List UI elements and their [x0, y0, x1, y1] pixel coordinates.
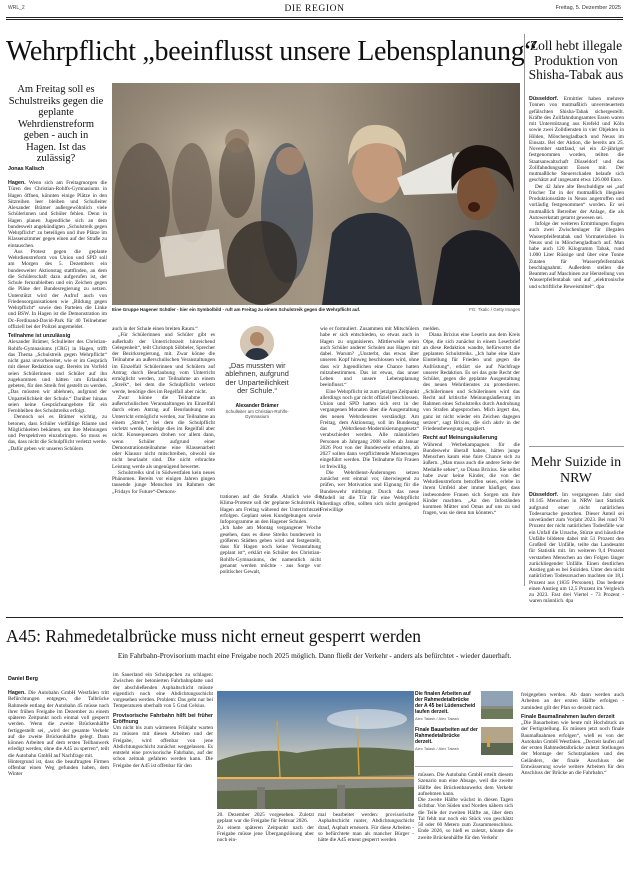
sidebar-headline-2: Mehr Suizide in NRW [530, 455, 622, 486]
paragraph: freigegeben werden. Ab dann werden auch Arbeiten an der ersten Hälfte erfolgen - zumindest gilt der Plan so derzeit noch. [521, 692, 624, 711]
quote-text: „Das mussten wir ablehnen, aufgrund der Unparteilichkeit der Schule.“ [225, 361, 289, 396]
sidebar-article-2 [529, 492, 624, 604]
subheading: Provisorische Fahrbahn hilft bei früher Eröffnung [113, 712, 213, 725]
section-title: DIE REGION [284, 4, 345, 14]
portrait-icon [240, 326, 274, 360]
paragraph: Aus Protest gegen die geplante Wehrdienstreform von Union und SPD soll am Morgen des 5. Dezembers ein bundesweiter Aktionstag stattfinden, an dem die Schülerschaft dazu aufgerufen ist, der Schule fernzubleiben und ein Zeichen gegen die Pläne der Bundesregierung zu setzen. Unterstützt wird der Aufruf auch von Friedensorganisationen wie „Bildung gegen Wehrpflicht“ sowie den Parteien die Linke und BSW. In Hagen ist die Demonstration im Dr.-Ferdinand-David-Park für 40 Teilnehmer offiziell bei der Polizei angemeldet. [8, 248, 107, 330]
related-item-2[interactable] [415, 727, 513, 755]
related-credit: Alex Talash / Alex Talash [415, 746, 459, 751]
paragraph: wie er formuliert. Zusammen mit Mitschülern habe er sich entschieden, so etwas auch in Hagen zu organisieren. Mittlerweile seien auch Schüler anderer Schulen aus Hagen mit dabei. Warum? „Unsterbt, das etwas über unseren Kopf hinweg beschlossen wird, ohne dass wir Jugendlichen eine Chance hatten mitzubestimmen. Das ist etwas, das unser Leben und unsere Lebensplanung beeinflusst.“ [320, 326, 419, 389]
protest-photo [112, 83, 520, 305]
paragraph: Düsseldorf. Ermittler haben mehrere Tonnen von mutmaßlich unversteuertem gefälschten Shisha-Tabak sichergestellt. Kräfte des Zollfahndungsamtes Essen waren mit Unterstützung aus Krefeld und Köln sowie zwei Zolldiensten in vier Objekten in Hilden, Mönchengladbach und Neuss im Einsatz. Bei der Aktion, die bereits am 25. November stattfand, sei ein 42-jähriger festgenommen worden, teilten die Staatsanwaltschaft Düsseldorf und das Zollfahndungsamt Essen mit. Der mutmaßliche Steuerschaden belaufe sich geschätzt auf insgesamt etwa 126.000 Euro. [529, 96, 624, 184]
bridge-photo [217, 691, 414, 809]
pull-quote [224, 362, 290, 420]
paragraph: Infolge der weiteren Ermittlungen flogen auch zwei Zwischenlager für illegalen Wasserpfeifentabak und Vormaterialien in Neuss und in Mönchengladbach auf. Man habe auch 120 Kilogramm Tabak, rund 1.000 Liter Rüssige und über eine Tonne Zutaten für Wasserpfeifentabak beschlagnahmt. Außerdem stellen die Beamten auf Maschinen zur Herstellung von Wasserpfeifentabak und auf „elektronische und schriftliche Beweismittel“. dpa [529, 221, 624, 290]
issue-date: Freitag, 5. Dezember 2025 [555, 5, 621, 11]
related-title[interactable]: Finale Bauarbeiten auf der Rahmedetalbrücke derzeit. [415, 727, 478, 745]
paragraph: melden. [423, 326, 440, 332]
related-articles [415, 691, 513, 767]
paragraph: Dennoch sei es Brämer wichtig, zu betonen, dass Schüler vielfältige Räume und Möglichkeiten bekämen, um ihre Meinungen und Perspektiven einzubringen. So muss es das, dass nicht die Schulpflicht verletzt werde. „Dafür geben wir unseren Schülern [8, 414, 107, 452]
bottom-author: Daniel Berg [8, 676, 38, 682]
subheading: Teilnahme ist unzulässig [8, 333, 71, 339]
paragraph: „Für Schülerinnen und Schüler gibt es außerhalb der Unterrichtszeit hinreichend Gelegenheit“, teilt Christoph Söbbeler, Sprecher der Bezirksregierung, mit. Zwar könne die Teilnahme an außerschulischen Veranstaltungen im Einzelfall Schülerinnen und Schülern auf Antrag durch Beurlaubung vom Unterricht ermöglicht werden, zur Teilnahme an einem „Streik“, bei dem die Schulpflicht verletzt werde, benötige dies im Regelfall aber nicht. [112, 332, 215, 395]
article-column-3 [220, 494, 321, 606]
paragraph: Diana Brixius eine Leserin aus dem Kreis Olpe, die sich zunächst in einem Leserbrief an diese Redaktion wandte, befürwortet die geplanten Schulstreiks. „Ich habe eine klare Einstellung für Frieden und gegen die Aufrüstung“, erklärt sie auf Nachfrage unserer Redaktion. Es sei das gute Recht der Schüler, gegen die geplante Ausgestaltung des neuen Wehrdienstes zu protestieren. „Schülerinnen und Schülerinnen wird das Recht auf kritische Meinungsäußerung im Rahmen eines Schulstreiks durch Androhung von Strafen abgesprochen. Mich ärgert das, ganz ist nicht wieder ein Zeichen dagegen setzen“, sagt Brixius, die sich aktiv in der Friedensbewegung engagiert. [423, 332, 520, 432]
thumbnail-icon [481, 727, 513, 755]
quote-role: Schulleiter am Christian-Rohlfs-Gymnasium [225, 408, 289, 420]
subheading: Finale Baumaßnahmen laufen derzeit [521, 713, 615, 720]
related-credit: Alex Talash / Alex Talash [415, 716, 459, 721]
sidebar-headline-1: Zoll hebt illegale Produktion von Shisha-Tabak aus [528, 38, 624, 82]
paragraph: 20. Dezember 2025 vorgesehen. Zuletzt geplant war die Freigabe für Februar 2026. Zu einem späteren Zeitpunkt nach der Freigabe müsse jene Übergangslösung aber noch ein- [217, 812, 314, 843]
caption-text: Eine Gruppe Hagener Schüler - hier ein Symbolbild - ruft am Freitag zu einem Schulstreik gegen die Wehrpflicht auf. [112, 307, 361, 312]
paragraph: Die Wehrdienst-Änderungen setzen zunächst erst einmal vor, überwiegend zu prüfen, wer Motivation und Eignung für die Bundeswehr mitbringt. Durch das neue Modell ist die Tür für eine Wehrpflicht allerdings offen, sollten sich nicht genügend Freiwillige [320, 469, 419, 514]
photo-credit: FG: Tkalic / Getty Images [469, 307, 520, 312]
paragraph: im Sauerland ein Schnippchen zu schlagen: Zwischen der betonierten Fahrbahnplatte und der abschließenden Asphaltschicht müsste eigentlich noch eine Abdichtungsschicht vorgesehen werden. Problem: Das geht nur bei Temperaturen oberhalb von 5 Grad Celsius. [113, 672, 213, 710]
paragraph: Um nicht bis zum wärmeren Frühjahr warten zu müssen mit diesen Arbeiten und der Freigabe, wird offenbar von jene Abdichtungsschicht zunächst weggelassen. Es entsteht eine provisorische Fahrbahn, auf der schon zeitnah gefahren werden kann. Die Freigabe der A45 ist offenbar für den [113, 725, 213, 769]
paragraph: auch in der Schule einen breiten Raum.“ [112, 326, 198, 332]
paragraph: Alexander Brämer, Schulleiter des Christian-Rohlfs-Gymnasiums (CRG) in Hagen, trifft das Thema „Schulstreik gegen Wehrpflicht“ nicht ganz unvorbereitet, wie er im Gespräch mit dieser Redaktion sagt. Bereits im Vorfeld seien Schülerinnen und Schüler auf ihn zugekommen und hätten um Erlaubnis gebeten, für den Streik frei gestellt zu werden. „Das müssten wir ablehnen, aufgrund der Unparteilichkeit der Schule.“ Darüber hinaus seien keine Gesprächsangebote für ein Fernbleiben des Schulstreiks erfolgt. [8, 339, 107, 414]
bottom-column-5 [418, 772, 513, 868]
column-divider [524, 34, 525, 586]
paragraph: Hagen. Die Autobahn GmbH Westfalen tritt Befürchtungen entgegen, die Talbrücke Rahmede entlang der Autobahn 45 müsse nach ihrer frühen Freigabe im Dezember zu einem späteren Zeitpunkt noch einmal voll gesperrt werden. Wenn die zweite Brückenhälfte fertiggestellt sei, „wird der gesamte Verkehr auf die zweite Brückenhälfte gelegt. Dann können Arbeiten auf dem ersten Teilbauwerk erledigt werden, ohne die A45 zu sperren“, teilt die Autobahn GmbH auf Nachfrage mit. Hintergrund ist, dass die beauftragten Firmen offenbar einen Weg gefunden haben, dem Winter [8, 690, 109, 778]
bottom-subhead: Ein Fahrbahn-Provisorium macht eine Freigabe noch 2025 möglich. Dann fließt der Verkehr - anders als befürchtet - wieder dauerhaft. [117, 651, 512, 660]
quote-name: Alexander Brämer [235, 402, 279, 409]
bottom-column-6 [521, 692, 624, 868]
sidebar-divider [529, 446, 624, 447]
main-headline: Wehrpflicht „beeinflusst unsere Lebensplanung“ [6, 36, 537, 67]
paragraph: Schulstreiks sind in Südwestfalen kein neues Phänomen. Bereits vor einigen Jahren gingen tausende junge Menschen im Rahmen der „Fridays for Future“-Demons- [112, 469, 215, 495]
article-column-5 [423, 326, 520, 606]
bottom-column-3 [217, 812, 314, 868]
edition-code: WRL_2 [8, 5, 25, 11]
paragraph: trationen auf die Straße. Ähnlich wie die Klima-Proteste soll der geplante Schulstreik in Hagen am Freitag während der Unterrichtszeit erfolgen. Geplant seien Kundgebungen sowie Infoprogramme an den Hagener Schulen. „Ich habe am Montag vergangener Woche gesehen, dass es diese Streiks bundesweit in größeren Städten geben wird und festgestellt, dass für Hagen noch keine Veranstaltung geplant ist“, erklärt ein Schüler des Christian-Rohlfs-Gymnasiums, der namentlich nicht genannt werden möchte - aus Sorge vor politischer Gewalt, [220, 494, 321, 575]
paragraph: Düsseldorf. Im vergangenen Jahr sind 10.145 Menschen in NRW laut Statistik aufgrund einer nicht natürlichen Todesursache gestorben. Dieser Anteil sei unverändert zum Vorjahr 2023. Bei rund 70 Prozent der nicht natürlichen Todesfälle war ein Unfall die Ursache, Stürze und häusliche Unfälle bildeten dabei mit 51 Prozent den Großteil der Unfälle, teilte das Landesamt für Statistik mit. Im weiteren 9,4 Prozent verstarben Menschen an den Folgen länger zurückliegender Unfälle. Einen deutlichen Anstieg gab es bei Suiziden. Unter den nicht natürlichen Todesursachen machten sie 18,1 Prozent aus (1835 Personen). Das bedeute einen Anstieg um 12,5 Prozent im Vergleich zu 2023. Fast drei Viertel - 73 Prozent - waren männlich. dpa [529, 492, 624, 604]
paragraph: Der 42 Jahre alte Beschuldigte sei „auf frischer Tat in der mutmaßlich illegalen Produktionsstätte in Neuss angetroffen und vorläufig festgenommen“ worden. Er sei mutmaßlich Betreiber der Anlage, die als Autowerkstatt getarnt gewesen sei. [529, 183, 624, 221]
header-rule [6, 17, 623, 18]
subheading: Recht auf Meinungsäußerung [423, 435, 498, 442]
article-column-4 [320, 326, 419, 606]
avatar [240, 326, 274, 360]
article-teaser: Am Freitag soll es Schulstreiks gegen die geplante Wehrdienstreform geben - auch in Hagen. Ist das zulässig? [8, 84, 104, 164]
protest-photo-illustration [112, 83, 520, 305]
thumbnail-icon [481, 691, 513, 719]
paragraph: Eine Wehrpflicht ist zum jetzigen Zeitpunkt allerdings noch gar nicht offiziell beschlossen. Union und SPD hatten sich erst in der vergangenen Monaten über die Ausgestaltung des neuen Wehrdienstes verständigt. Am Freitag, dem Aktionstag, soll im Bundestag das „Wehrdienst-Modernisierungsgesetz“ verabschiedet werden. Alle männlichen Personen ab Jahrgang 2008 sollen ab Januar 2026 Post von der Bundeswehr erhalten, ab 2027 sollen dann verpflichtende Musterungen eingeführt werden. Die Teilnahme für Frauen ist freiwillig. [320, 388, 419, 470]
bottom-headline: A45: Rahmedetalbrücke muss nicht erneut gesperrt werden [6, 626, 422, 646]
bridge-photo-illustration [217, 691, 414, 809]
paragraph: „Die Bauarbeiten wie heute mit Hochdruck an der Fertigstellung. Es müssen jetzt noch finale Baumaßnahmen erfolgen“, wieß es von der Autobahn GmbH Westfalen. „Derzeit laufen auf der ersten Rahmedetalbrücke zuletzt Stellungen der Montage der Schutzplanken und des Geländers, der finale Anschluss der Entwässerung sowie weitere Arbeiten für den Anschluss der Brücke an die Fahrbahn.“ [521, 720, 624, 776]
paragraph: Während Werbekampagnen für die Bundeswehr überall haben, hätten junge Menschen kaum eine faire Chance sich zu äußern. „Man muss auch die andere Seite der Medaille sehen“, so Diana Brixius. Sie selbst habe zwar keine Kinder, die von der Wehrdienstreform betroffen seien, erlebe in ihrem Umfeld aber immer häufiger, dass insbesondere Frauen sich Sorgen um ihre Kinder machten. „An den Infoständen kommen Mütter und Omas auf uns zu und fragen, was sie denn tun könnten.“ [423, 441, 520, 517]
paragraph: mal bearbeitet werden: provisorische Asphaltschicht runter, Abdichtungsschicht drauf, Asphalt erneuern. Für diese Arbeiten - so befürchtete man als mancher Bürger - hätte die A45 erneut gesperrt werden [318, 812, 414, 843]
article-column-2 [112, 326, 215, 606]
related-title[interactable]: Die finalen Arbeiten auf der Rahmedetalbrücke der A 45 bei Lüdenscheid laufen derzeit. [415, 691, 476, 715]
bottom-column-4 [318, 812, 414, 868]
article-column-1 [8, 180, 107, 596]
related-item-1[interactable] [415, 691, 513, 725]
bottom-article-rule [6, 617, 623, 618]
paragraph: Zwar könne die Teilnahme an außerschulischen Veranstaltungen im Einzelfall durch einen Antrag auf Beurlaubung vom Unterricht ermöglicht werden, zur Teilnahme an einem „Streik“, bei dem die Schulpflicht verletzt werde, benötige dies im Regelfall aber nicht. Konsequenzen drohen vor allem dann, wenn Schüler aufgrund einer Demonstrationsteilnahme eine Klassenarbeit oder Klausur nicht mitschreiben, obwohl sie nicht beurlaubt sind. Die nicht erbrachte Leistung werde als ungenügend bewertet. [112, 394, 215, 470]
bottom-column-2 [113, 672, 213, 868]
sidebar-article-1 [529, 96, 624, 448]
bottom-column-1 [8, 690, 109, 868]
paragraph: müssen. Die Autobahn GmbH erteilt diesem Szenario nun eine Absage, weil die zweite Hälfte des Brückenbauwerks dem Verkehr aufnehmen kann. Die zweite Hälfte wächst in diesen Tagen sichtbar. Von Süden und Norden nähern sich die Teile der zweiten Hälfte an, über dem Tal fehlt nur noch ein Stück von geschätzt 50 oder 60 Metern zum Zusammenschluss. Ende 2026, so hieß es zuletzt, könnte die zweite Brückenhälfte für den Verkehr [418, 772, 513, 841]
photo-caption [112, 307, 520, 312]
paragraph: Hagen. Wenn sich am Freitagmorgen die Türen des Christian-Rohlfs-Gymnasiums in Hagen öffnen, könnten einige Plätze in den Sitzreihen leer bleiben und Schulleiter Alexander Brämer außergewöhnlich viele Schülerinnen und Schüler fehlen. Denn in Hagen planen Jugendliche sich an dem bundesweit angekündigten „Schulstreik gegen Wehrpflicht“ zu beteiligen und ihre Plätze im Klassenzimmer gegen einen auf der Straße zu eintauschen. [8, 180, 107, 249]
article-author: Jonas Kalisch [8, 166, 45, 172]
